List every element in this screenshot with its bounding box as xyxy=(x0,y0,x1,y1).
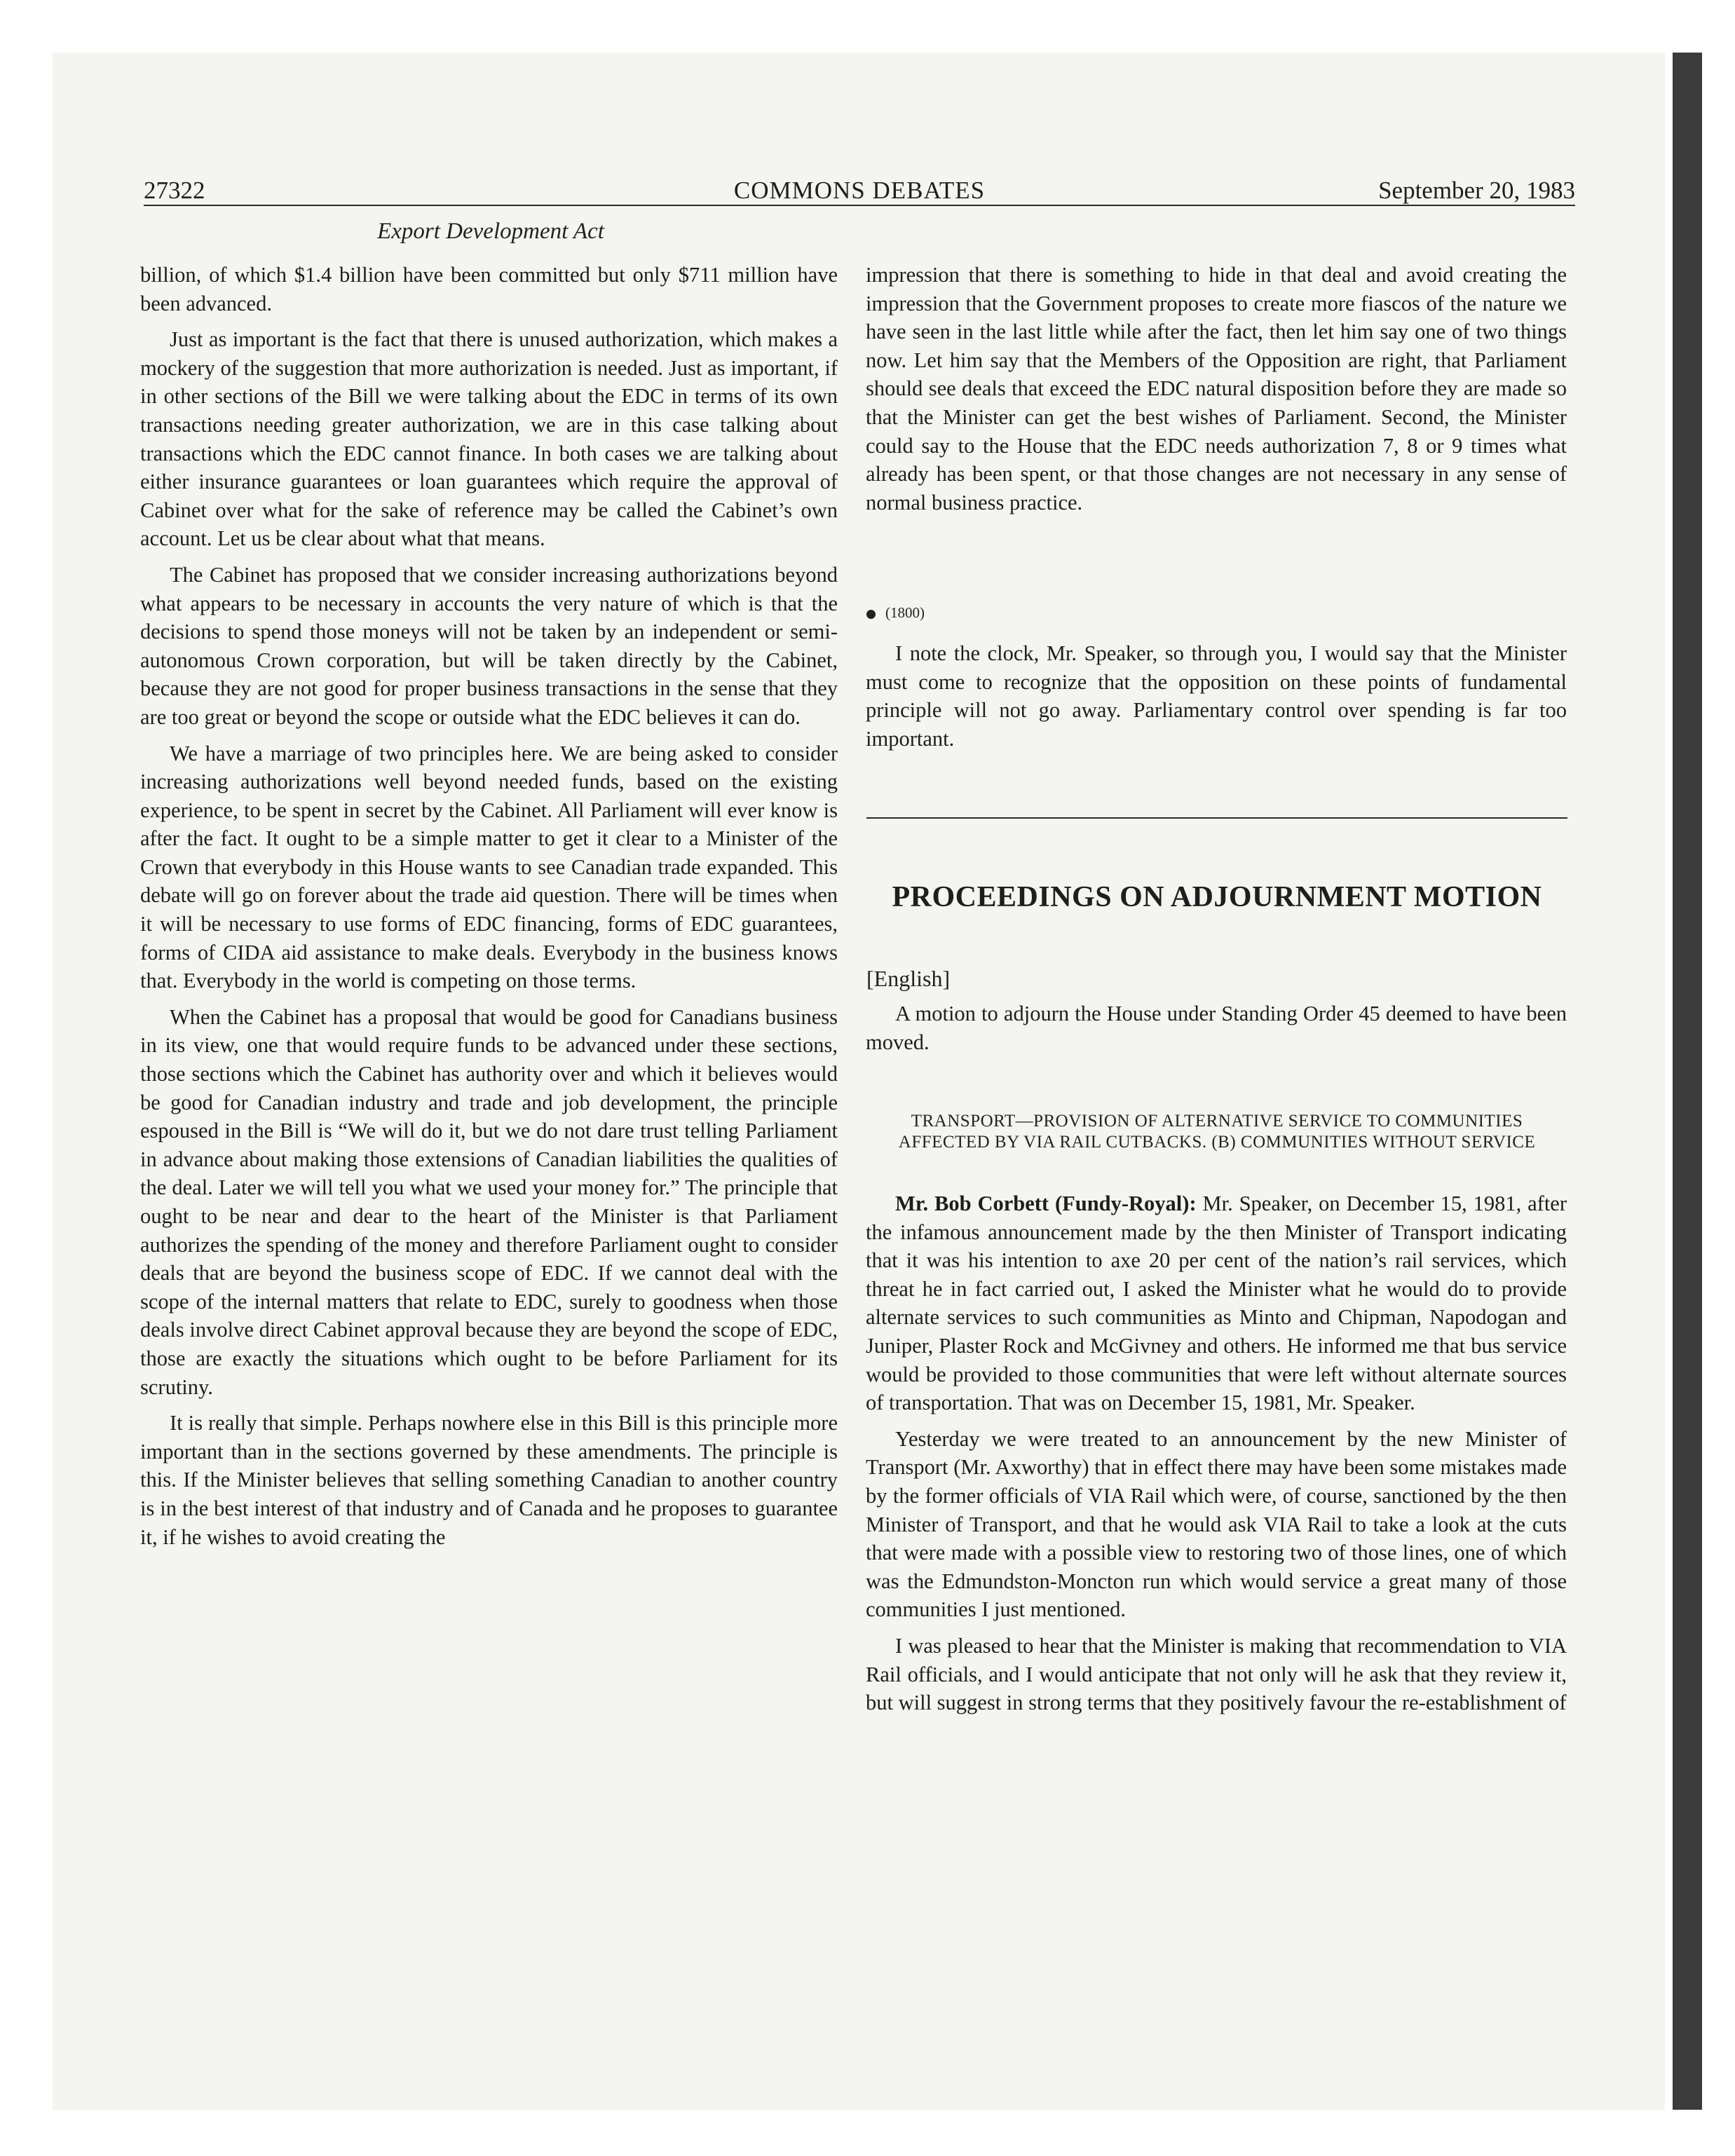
scan-edge-shadow xyxy=(1673,53,1702,2110)
motion-paragraph xyxy=(866,999,1567,1064)
speech-column xyxy=(866,1189,1567,1725)
page-number: 27322 xyxy=(144,177,205,204)
paragraph: impression that there is something to hide in that deal and avoid creating the impression that the Government proposes to create more fiascos of the nature we have seen in the last little while after the fact, then let him say one of two things now. Let him say that the Members of the Opposition are right, that Parliament should see deals that exceed the EDC natural disposition before they are made so that the Minister can get the best wishes of Parliament. Second, the Minister could say to the House that the EDC needs authorization 7, 8 or 9 times what already has been spent, or that those changes are not necessary in any sense of normal business practice. xyxy=(866,263,1567,514)
time-label: (1800) xyxy=(885,604,925,621)
speech-text: Mr. Speaker, on December 15, 1981, after the infamous announcement made by the then Minister of Transport indicating that it was his intention to axe 20 per cent of the nation’s rail services, which threat he in fact carried out, I asked the Minister what he would do to provide alternate services to such communities as Minto and Chipman, Napodogan and Juniper, Plaster Rock and McGivney and others. He informed me that bus service would be provided to those communities that were left without alternate sources of transportation. That was on December 15, 1981, Mr. Speaker. xyxy=(866,1192,1567,1415)
section-heading: PROCEEDINGS ON ADJOURNMENT MOTION xyxy=(892,881,1542,913)
bullet-icon xyxy=(866,610,876,619)
paragraph: It is really that simple. Perhaps nowhere else in this Bill is this principle more important than in the sections governed by these amendments. The principle is this. If the Minister believes that selling something Canadian to another country is in the best interest of that industry and of Canada and he proposes to guarantee it, if he wishes to avoid creating the xyxy=(140,1411,838,1549)
header-rule xyxy=(144,205,1575,206)
right-column-top xyxy=(866,261,1567,524)
paragraph: billion, of which $1.4 billion have been committed but only $711 million have been advanced. xyxy=(140,263,838,315)
sitting-date: September 20, 1983 xyxy=(1378,177,1575,204)
section-divider xyxy=(866,817,1567,819)
paragraph: The Cabinet has proposed that we consider increasing authorizations beyond what appears to be necessary in accounts the very nature of which is that the decisions to spend those moneys will not be taken by an independent or semi-autonomous Crown corporation, but will be taken directly by the Cabinet, because they are not good for proper business transactions in the sense that they are too great or beyond the scope or outside what the EDC believes it can do. xyxy=(140,562,838,729)
paragraph: Yesterday we were treated to an announcement by the new Minister of Transport (Mr. Axworthy) that in effect there may have been some mistakes made by the former officials of VIA Rail which were, of course, sanctioned by the then Minister of Transport, and that he would ask VIA Rail to take a look at the cuts that were made with a possible view to restoring two of those lines, one of which was the Edmundston-Moncton run which would service a great many of those communities I just mentioned. xyxy=(866,1426,1567,1622)
paragraph: Just as important is the fact that there is unused authorization, which makes a mockery of the suggestion that more authorization is needed. Just as important, if in other sections of the Bill we were talking about the EDC in terms of its own transactions needing greater authorization, we are in this case talking about transactions which the EDC cannot finance. In both cases we are talking about either insurance guarantees or loan guarantees which require the approval of Cabinet over what for the sake of reference may be called the Cabinet’s own account. Let us be clear about what that means. xyxy=(140,327,838,551)
paragraph: I was pleased to hear that the Minister is making that recommendation to VIA Rail officials, and I would anticipate that not only will he ask that they review it, but will suggest in strong terms that they positively favour the re-establishment of xyxy=(866,1633,1567,1715)
journal-title: COMMONS DEBATES xyxy=(733,177,986,204)
time-marker xyxy=(866,604,925,622)
paragraph: A motion to adjourn the House under Standing Order 45 deemed to have been moved. xyxy=(866,1002,1567,1054)
paragraph: I note the clock, Mr. Speaker, so through you, I would say that the Minister must come to recognize that the opposition on these points of fundamental principle will not go away. Parliamentary control over spending is far too important. xyxy=(866,641,1567,751)
paragraph: We have a marriage of two principles here. We are being asked to consider increasing authorizations well beyond needed funds, based on the existing experience, to be spent in secret by the Cabinet. All Parliament will ever know is after the fact. It ought to be a simple matter to get it clear to a Minister of the Crown that everybody in this House wants to see Canadian trade expanded. This debate will go on forever about the trade aid question. There will be times when it will be necessary to use forms of EDC financing, forms of EDC guarantees, forms of CIDA aid assistance to make deals. Everybody in the business knows that. Everybody in the world is competing on those terms. xyxy=(140,741,838,993)
left-column xyxy=(140,261,838,1559)
speaker-name: Mr. Bob Corbett (Fundy-Royal): xyxy=(895,1192,1197,1215)
paragraph: When the Cabinet has a proposal that would be good for Canadians business in its view, one that would require funds to be advanced under these sections, those sections which the Cabinet has authority over and which it believes would be good for Canadian industry and trade and job development, the principle espoused in the Bill is “We will do it, but we do not dare trust telling Parliament in advance about making those extensions of Canadian liabilities the qualities of the deal. Later we will tell you what we used your money for.” The principle that ought to be near and dear to the heart of the Minister is that Parliament authorizes the spending of the money and therefore Parliament ought to consider deals that are beyond the business scope of EDC. If we cannot deal with the scope of the internal matters that relate to EDC, surely to goodness when those deals involve direct Cabinet approval because they are beyond the scope of EDC, those are exactly the situations which ought to be before Parliament for its scrutiny. xyxy=(140,1004,838,1399)
language-tag: [English] xyxy=(866,966,951,991)
paragraph xyxy=(866,1189,1567,1417)
item-heading: TRANSPORT—PROVISION OF ALTERNATIVE SERVICE TO COMMUNITIES AFFECTED BY VIA RAIL CUTBACKS. (B) COMMUNITIES WITHOUT SERVICE xyxy=(898,1112,1536,1152)
right-column-closing xyxy=(866,639,1567,760)
running-subheader: Export Development Act xyxy=(377,219,604,244)
